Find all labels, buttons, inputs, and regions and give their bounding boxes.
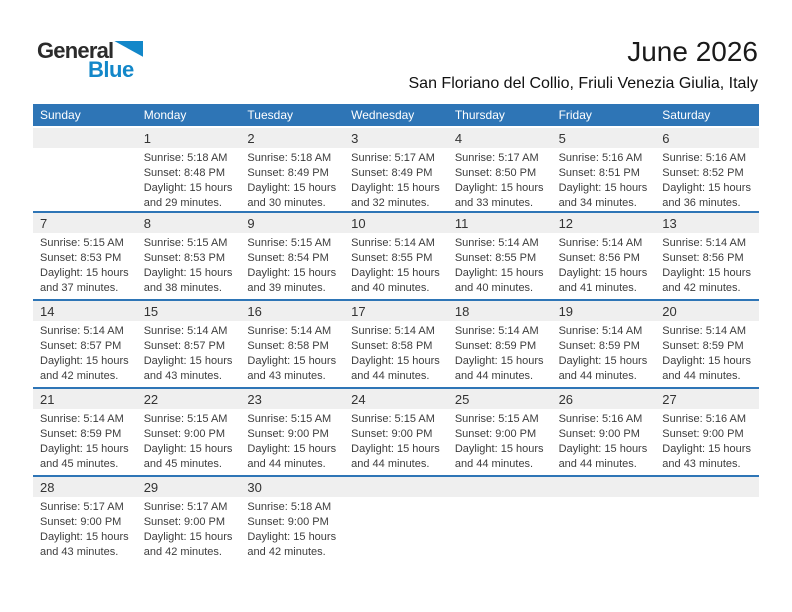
day-details <box>655 148 759 211</box>
sunrise-text: Sunrise: 5:14 AM <box>558 237 643 249</box>
sunrise-text: Sunrise: 5:16 AM <box>558 413 643 425</box>
day-cell <box>552 301 656 387</box>
sunrise-text: Sunrise: 5:15 AM <box>454 413 539 425</box>
day-details <box>344 148 448 211</box>
day-cell <box>448 477 552 563</box>
sunset-text: Sunset: 8:58 PM <box>247 339 329 352</box>
day-cell <box>33 301 137 387</box>
sunset-text: Sunset: 8:53 PM <box>40 251 122 264</box>
sunset-text: Sunset: 8:55 PM <box>454 251 537 264</box>
day-details <box>137 321 241 384</box>
sunset-text: Sunset: 9:00 PM <box>558 427 640 440</box>
daylight-text: Daylight: 15 hours and 42 minutes. <box>40 354 129 382</box>
day-number <box>33 128 137 148</box>
sunset-text: Sunset: 9:00 PM <box>454 427 537 440</box>
sunset-text: Sunset: 8:59 PM <box>662 339 744 352</box>
day-number: 15 <box>137 301 241 321</box>
daylight-text: Daylight: 15 hours and 44 minutes. <box>558 354 648 382</box>
sunrise-text: Sunrise: 5:17 AM <box>143 501 228 513</box>
sunset-text: Sunset: 8:53 PM <box>143 251 226 264</box>
month-title: June 2026 <box>627 36 758 67</box>
daylight-text: Daylight: 15 hours and 44 minutes. <box>454 354 544 382</box>
day-number: 18 <box>448 301 552 321</box>
sunset-text: Sunset: 9:00 PM <box>351 427 433 440</box>
day-number: 12 <box>552 213 656 233</box>
weekday-label-tuesday: Tuesday <box>247 108 294 122</box>
day-details <box>344 409 448 472</box>
day-cell <box>448 128 552 211</box>
daylight-text: Daylight: 15 hours and 37 minutes. <box>40 266 129 294</box>
daylight-text: Daylight: 15 hours and 44 minutes. <box>351 442 440 470</box>
sunset-text: Sunset: 8:57 PM <box>143 339 226 352</box>
sunset-text: Sunset: 9:00 PM <box>143 515 226 528</box>
sunrise-text: Sunrise: 5:14 AM <box>662 237 747 249</box>
weekday-label-monday: Monday <box>143 108 187 122</box>
day-details <box>552 497 656 500</box>
daylight-text: Daylight: 15 hours and 30 minutes. <box>247 181 337 209</box>
sunset-text: Sunset: 9:00 PM <box>247 427 329 440</box>
day-cell <box>552 213 656 299</box>
day-number: 21 <box>33 389 137 409</box>
day-number: 27 <box>655 389 759 409</box>
daylight-text: Daylight: 15 hours and 36 minutes. <box>662 181 751 209</box>
day-number: 20 <box>655 301 759 321</box>
day-cell <box>552 389 656 475</box>
day-cell <box>344 128 448 211</box>
daylight-text: Daylight: 15 hours and 39 minutes. <box>247 266 337 294</box>
day-details <box>448 497 552 500</box>
sunrise-text: Sunrise: 5:14 AM <box>558 325 643 337</box>
sunrise-text: Sunrise: 5:14 AM <box>143 325 228 337</box>
sunrise-text: Sunrise: 5:15 AM <box>247 413 332 425</box>
sunset-text: Sunset: 8:59 PM <box>558 339 640 352</box>
daylight-text: Daylight: 15 hours and 44 minutes. <box>351 354 440 382</box>
sunrise-text: Sunrise: 5:16 AM <box>662 152 747 164</box>
weekday-label-friday: Friday <box>558 108 592 122</box>
sunrise-text: Sunrise: 5:15 AM <box>143 413 228 425</box>
sunset-text: Sunset: 8:49 PM <box>247 166 329 179</box>
sunrise-text: Sunrise: 5:15 AM <box>40 237 124 249</box>
day-details <box>33 233 137 296</box>
sunrise-text: Sunrise: 5:17 AM <box>351 152 435 164</box>
daylight-text: Daylight: 15 hours and 43 minutes. <box>247 354 337 382</box>
day-cell <box>344 301 448 387</box>
day-number: 11 <box>448 213 552 233</box>
day-number: 10 <box>344 213 448 233</box>
day-number <box>552 477 656 497</box>
day-number <box>448 477 552 497</box>
day-details <box>240 409 344 472</box>
sunset-text: Sunset: 9:00 PM <box>247 515 329 528</box>
day-details <box>655 233 759 296</box>
day-number: 13 <box>655 213 759 233</box>
day-cell <box>448 301 552 387</box>
daylight-text: Daylight: 15 hours and 33 minutes. <box>454 181 544 209</box>
sunset-text: Sunset: 8:56 PM <box>662 251 744 264</box>
day-details <box>344 233 448 296</box>
sunrise-text: Sunrise: 5:15 AM <box>247 237 332 249</box>
sunset-text: Sunset: 8:54 PM <box>247 251 329 264</box>
week-row <box>33 126 759 211</box>
day-cell <box>655 128 759 211</box>
day-cell <box>655 477 759 563</box>
day-number: 8 <box>137 213 241 233</box>
daylight-text: Daylight: 15 hours and 32 minutes. <box>351 181 440 209</box>
day-cell <box>448 213 552 299</box>
week-row <box>33 387 759 475</box>
general-blue-logo <box>37 40 143 81</box>
sunrise-text: Sunrise: 5:18 AM <box>143 152 228 164</box>
sunset-text: Sunset: 8:49 PM <box>351 166 433 179</box>
day-cell <box>240 301 344 387</box>
daylight-text: Daylight: 15 hours and 45 minutes. <box>143 442 233 470</box>
day-details <box>655 409 759 472</box>
weekday-header-row <box>33 104 759 126</box>
day-number: 14 <box>33 301 137 321</box>
sunset-text: Sunset: 8:50 PM <box>454 166 537 179</box>
daylight-text: Daylight: 15 hours and 29 minutes. <box>143 181 233 209</box>
day-details <box>137 497 241 560</box>
day-details <box>552 321 656 384</box>
daylight-text: Daylight: 15 hours and 43 minutes. <box>662 442 751 470</box>
day-number: 5 <box>552 128 656 148</box>
day-number: 29 <box>137 477 241 497</box>
day-details <box>137 233 241 296</box>
header-titles <box>409 36 759 93</box>
weekday-label-sunday: Sunday <box>40 108 81 122</box>
day-details <box>33 148 137 151</box>
sunset-text: Sunset: 8:59 PM <box>40 427 122 440</box>
day-cell <box>137 213 241 299</box>
daylight-text: Daylight: 15 hours and 40 minutes. <box>351 266 440 294</box>
day-number: 1 <box>137 128 241 148</box>
daylight-text: Daylight: 15 hours and 44 minutes. <box>662 354 751 382</box>
sunrise-text: Sunrise: 5:18 AM <box>247 501 332 513</box>
sunset-text: Sunset: 9:00 PM <box>662 427 744 440</box>
day-number: 3 <box>344 128 448 148</box>
sunrise-text: Sunrise: 5:14 AM <box>351 237 435 249</box>
day-cell <box>240 213 344 299</box>
sunset-text: Sunset: 9:00 PM <box>143 427 226 440</box>
sunset-text: Sunset: 8:56 PM <box>558 251 640 264</box>
day-number: 4 <box>448 128 552 148</box>
logo-word-general: General <box>37 38 114 63</box>
day-cell <box>240 389 344 475</box>
sunrise-text: Sunrise: 5:16 AM <box>662 413 747 425</box>
daylight-text: Daylight: 15 hours and 42 minutes. <box>247 530 337 558</box>
day-details <box>240 497 344 560</box>
day-number: 9 <box>240 213 344 233</box>
day-cell <box>33 389 137 475</box>
day-number: 22 <box>137 389 241 409</box>
day-details <box>448 321 552 384</box>
day-number: 19 <box>552 301 656 321</box>
daylight-text: Daylight: 15 hours and 44 minutes. <box>247 442 337 470</box>
location-subtitle: San Floriano del Collio, Friuli Venezia Giulia, Italy <box>408 75 758 93</box>
daylight-text: Daylight: 15 hours and 43 minutes. <box>143 354 233 382</box>
sunrise-text: Sunrise: 5:14 AM <box>247 325 332 337</box>
day-details <box>448 409 552 472</box>
day-details <box>137 409 241 472</box>
sunset-text: Sunset: 8:55 PM <box>351 251 433 264</box>
day-number <box>344 477 448 497</box>
sunset-text: Sunset: 8:48 PM <box>143 166 226 179</box>
daylight-text: Daylight: 15 hours and 43 minutes. <box>40 530 129 558</box>
day-details <box>240 321 344 384</box>
day-number: 23 <box>240 389 344 409</box>
day-number: 25 <box>448 389 552 409</box>
day-number: 16 <box>240 301 344 321</box>
day-details <box>655 321 759 384</box>
day-cell <box>344 477 448 563</box>
sunset-text: Sunset: 8:52 PM <box>662 166 744 179</box>
day-number: 6 <box>655 128 759 148</box>
day-cell <box>137 389 241 475</box>
weekday-label-thursday: Thursday <box>454 108 505 122</box>
day-details <box>33 321 137 384</box>
day-cell <box>552 477 656 563</box>
sunrise-text: Sunrise: 5:17 AM <box>454 152 539 164</box>
sunset-text: Sunset: 8:59 PM <box>454 339 537 352</box>
day-cell <box>552 128 656 211</box>
sunrise-text: Sunrise: 5:14 AM <box>662 325 747 337</box>
day-number: 7 <box>33 213 137 233</box>
day-details <box>240 233 344 296</box>
sunrise-text: Sunrise: 5:14 AM <box>40 325 124 337</box>
day-details <box>344 497 448 500</box>
daylight-text: Daylight: 15 hours and 45 minutes. <box>40 442 129 470</box>
day-cell <box>33 477 137 563</box>
calendar-grid <box>33 126 759 563</box>
day-cell <box>655 213 759 299</box>
day-cell <box>448 389 552 475</box>
week-row <box>33 299 759 387</box>
weekday-label-saturday: Saturday <box>662 108 711 122</box>
sunset-text: Sunset: 8:51 PM <box>558 166 640 179</box>
day-number: 24 <box>344 389 448 409</box>
day-cell <box>344 389 448 475</box>
day-cell <box>344 213 448 299</box>
day-cell <box>137 128 241 211</box>
day-number: 2 <box>240 128 344 148</box>
week-row <box>33 475 759 563</box>
day-number: 30 <box>240 477 344 497</box>
day-details <box>33 497 137 560</box>
day-details <box>448 233 552 296</box>
sunrise-text: Sunrise: 5:14 AM <box>454 237 539 249</box>
day-details <box>552 233 656 296</box>
sunrise-text: Sunrise: 5:14 AM <box>40 413 124 425</box>
day-cell <box>137 477 241 563</box>
day-number: 28 <box>33 477 137 497</box>
day-details <box>137 148 241 211</box>
sunrise-text: Sunrise: 5:14 AM <box>351 325 435 337</box>
sunset-text: Sunset: 8:58 PM <box>351 339 433 352</box>
logo-word-blue: Blue <box>88 57 134 82</box>
day-cell <box>137 301 241 387</box>
day-cell <box>655 301 759 387</box>
weekday-label-wednesday: Wednesday <box>351 108 415 122</box>
day-cell <box>655 389 759 475</box>
day-details <box>448 148 552 211</box>
daylight-text: Daylight: 15 hours and 41 minutes. <box>558 266 648 294</box>
sunrise-text: Sunrise: 5:17 AM <box>40 501 124 513</box>
sunrise-text: Sunrise: 5:18 AM <box>247 152 332 164</box>
day-number: 17 <box>344 301 448 321</box>
daylight-text: Daylight: 15 hours and 40 minutes. <box>454 266 544 294</box>
day-cell <box>33 213 137 299</box>
day-number: 26 <box>552 389 656 409</box>
daylight-text: Daylight: 15 hours and 34 minutes. <box>558 181 648 209</box>
daylight-text: Daylight: 15 hours and 38 minutes. <box>143 266 233 294</box>
logo-triangle-icon <box>114 41 143 57</box>
day-details <box>240 148 344 211</box>
day-cell <box>240 128 344 211</box>
daylight-text: Daylight: 15 hours and 44 minutes. <box>558 442 648 470</box>
sunrise-text: Sunrise: 5:16 AM <box>558 152 643 164</box>
sunrise-text: Sunrise: 5:15 AM <box>143 237 228 249</box>
daylight-text: Daylight: 15 hours and 42 minutes. <box>662 266 751 294</box>
day-details <box>552 409 656 472</box>
day-number <box>655 477 759 497</box>
daylight-text: Daylight: 15 hours and 44 minutes. <box>454 442 544 470</box>
day-details <box>552 148 656 211</box>
day-details <box>344 321 448 384</box>
sunset-text: Sunset: 9:00 PM <box>40 515 122 528</box>
day-details <box>655 497 759 500</box>
day-cell <box>33 128 137 211</box>
sunrise-text: Sunrise: 5:14 AM <box>454 325 539 337</box>
sunset-text: Sunset: 8:57 PM <box>40 339 122 352</box>
day-details <box>33 409 137 472</box>
week-row <box>33 211 759 299</box>
daylight-text: Daylight: 15 hours and 42 minutes. <box>143 530 233 558</box>
day-cell <box>240 477 344 563</box>
sunrise-text: Sunrise: 5:15 AM <box>351 413 435 425</box>
